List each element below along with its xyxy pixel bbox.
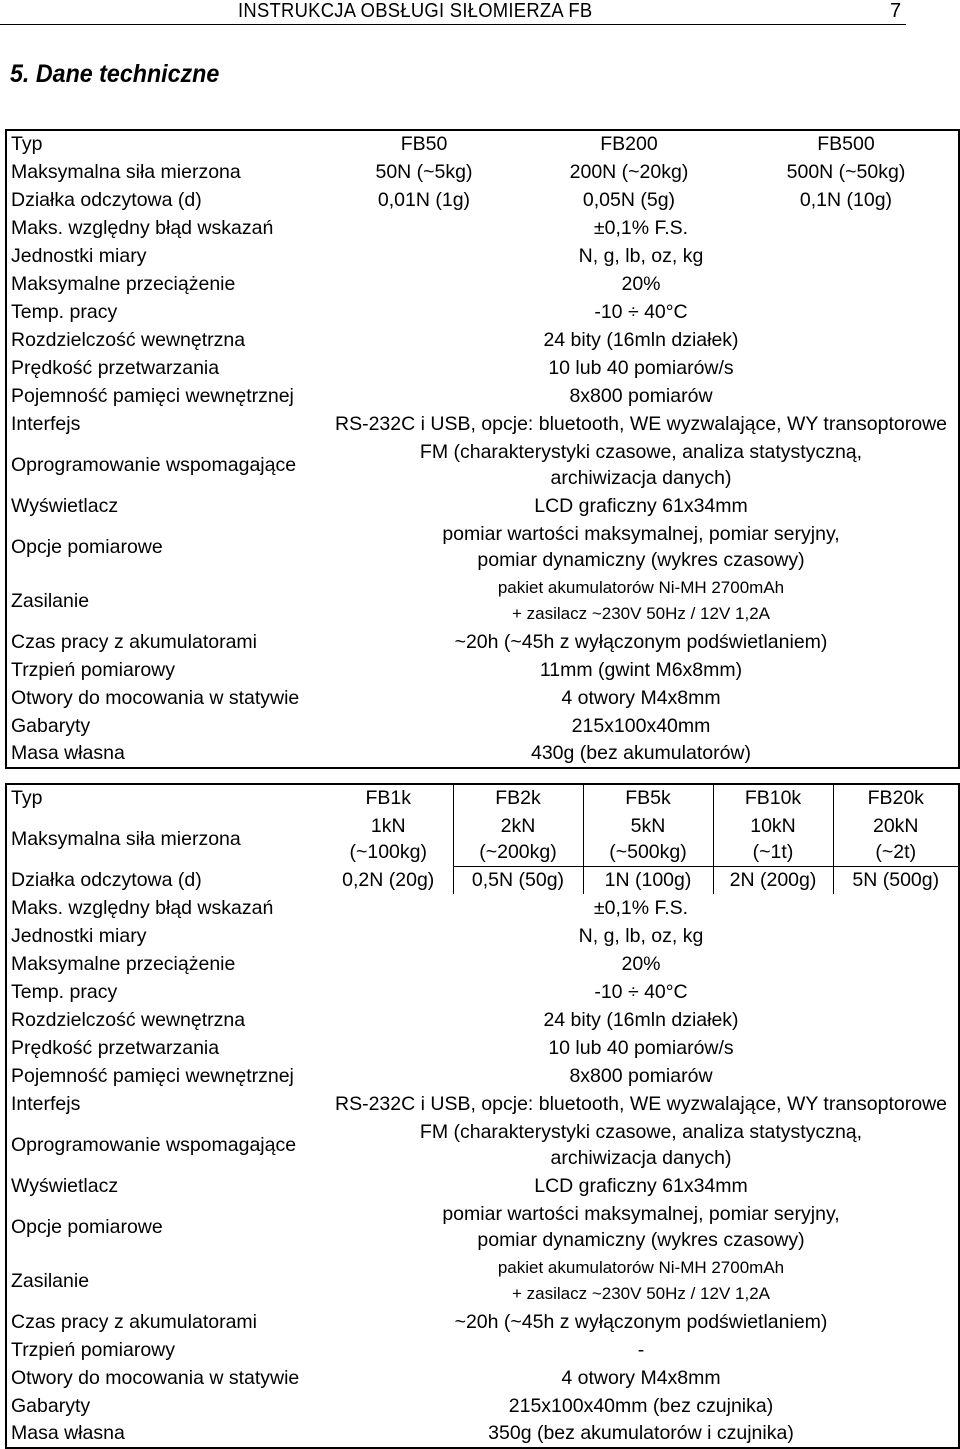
table-row xyxy=(6,354,959,382)
row-label: Zasilanie xyxy=(11,1269,90,1292)
cell-value: 0,01N (1g) xyxy=(377,188,471,211)
cell-value: 24 bity (16mln działek) xyxy=(543,328,739,351)
row-label: Oprogramowanie wspomagające xyxy=(11,1133,297,1156)
cell-value: 1N (100g) xyxy=(583,866,713,894)
page-number: 7 xyxy=(890,0,902,22)
spec-table-fb50-500 xyxy=(5,129,960,769)
row-label: Oprogramowanie wspomagające xyxy=(11,453,297,476)
value-line: pomiar wartości maksymalnej, pomiar seryjny, xyxy=(442,523,840,545)
cell-value: 0,1N (10g) xyxy=(799,188,893,211)
row-label: Maksymalna siła mierzona xyxy=(11,160,241,183)
row-label: Temp. pracy xyxy=(11,980,118,1003)
row-label: Masa własna xyxy=(11,1422,125,1444)
value-line: 10kN xyxy=(750,814,796,837)
value-line: pakiet akumulatorów Ni-MH 2700mAh xyxy=(497,578,785,597)
row-label: Opcje pomiarowe xyxy=(11,535,163,558)
table-row xyxy=(6,656,959,684)
cell-value: 10 lub 40 pomiarów/s xyxy=(548,1036,734,1059)
cell-value: 215x100x40mm (bez czujnika) xyxy=(508,1394,774,1417)
cell-value: LCD graficzny 61x34mm xyxy=(534,494,748,517)
cell-value: 11mm (gwint M6x8mm) xyxy=(539,658,743,681)
row-label: Masa własna xyxy=(11,742,125,764)
cell-value xyxy=(833,812,959,866)
row-label: Gabaryty xyxy=(11,1394,91,1417)
row-label: Działka odczytowa (d) xyxy=(11,188,202,211)
cell-value: 500N (~50kg) xyxy=(786,160,906,183)
cell-value: N, g, lb, oz, kg xyxy=(578,244,704,267)
row-label: Maksymalne przeciążenie xyxy=(11,952,236,975)
row-label: Rozdzielczość wewnętrzna xyxy=(11,1008,246,1031)
row-label: Jednostki miary xyxy=(11,244,147,267)
cell-value xyxy=(583,812,713,866)
cell-value: 350g (bez akumulatorów i czujnika) xyxy=(488,1422,794,1444)
row-label: Trzpień pomiarowy xyxy=(11,1338,175,1361)
value-line: 2kN xyxy=(500,814,536,837)
spec-table-fb1k-20k xyxy=(5,783,960,1449)
value-line: (~500kg) xyxy=(609,840,687,863)
table-row xyxy=(6,1006,959,1034)
row-label: Trzpień pomiarowy xyxy=(11,658,175,681)
value-line: + zasilacz ~230V 50Hz / 12V 1,2A xyxy=(512,1284,770,1303)
row-label: Typ xyxy=(11,133,43,155)
row-label: Działka odczytowa (d) xyxy=(11,868,202,891)
row-label: Pojemność pamięci wewnętrznej xyxy=(11,1064,294,1087)
cell-value: -10 ÷ 40°C xyxy=(594,980,688,1003)
cell-value: - xyxy=(637,1338,645,1361)
row-label: Typ xyxy=(11,787,43,809)
table-row xyxy=(6,950,959,978)
header-title: INSTRUKCJA OBSŁUGI SIŁOMIERZA FB xyxy=(238,0,593,22)
row-label: Czas pracy z akumulatorami xyxy=(11,1310,257,1333)
table-row xyxy=(6,298,959,326)
table-row xyxy=(6,214,959,242)
table-row xyxy=(6,130,959,158)
table-row xyxy=(6,1420,959,1448)
row-label: Prędkość przetwarzania xyxy=(11,356,220,379)
value-line: 5kN xyxy=(630,814,666,837)
cell-value: RS-232C i USB, opcje: bluetooth, WE wyzwalające, WY transoptorowe xyxy=(335,1092,947,1115)
model-name: FB500 xyxy=(817,133,875,155)
cell-value: 430g (bez akumulatorów) xyxy=(530,742,752,764)
cell-value: ~20h (~45h z wyłączonym podświetlaniem) xyxy=(454,1310,828,1333)
row-label: Temp. pracy xyxy=(11,300,118,323)
table-row xyxy=(6,922,959,950)
table-row xyxy=(6,410,959,438)
row-label: Maks. względny błąd wskazań xyxy=(11,216,274,239)
value-line: (~100kg) xyxy=(349,841,427,863)
table-row xyxy=(6,712,959,740)
cell-value xyxy=(324,438,959,492)
table-row xyxy=(6,158,959,186)
table-row xyxy=(6,1172,959,1200)
cell-value: 20% xyxy=(621,272,661,295)
table-row xyxy=(6,684,959,712)
value-line: 1kN xyxy=(370,815,406,837)
value-line: 20kN xyxy=(872,814,919,837)
table-row xyxy=(6,520,959,574)
cell-value: -10 ÷ 40°C xyxy=(594,300,688,323)
cell-value: 50N (~5kg) xyxy=(375,160,473,183)
table-row xyxy=(6,270,959,298)
table-row xyxy=(6,1062,959,1090)
value-line: archiwizacja danych) xyxy=(550,467,732,489)
cell-value: ±0,1% F.S. xyxy=(593,216,689,239)
row-label: Wyświetlacz xyxy=(11,1174,119,1197)
table-row xyxy=(6,894,959,922)
cell-value: 24 bity (16mln działek) xyxy=(543,1008,739,1031)
value-line: FM (charakterystyki czasowe, analiza statystyczną, xyxy=(419,441,863,463)
value-line: pakiet akumulatorów Ni-MH 2700mAh xyxy=(497,1258,785,1277)
cell-value: 10 lub 40 pomiarów/s xyxy=(548,356,734,379)
row-label: Czas pracy z akumulatorami xyxy=(11,630,257,653)
row-label: Jednostki miary xyxy=(11,924,147,947)
cell-value xyxy=(453,812,583,866)
table-row xyxy=(6,186,959,214)
value-line: (~200kg) xyxy=(479,840,557,863)
row-label: Zasilanie xyxy=(11,589,90,612)
cell-value: 4 otwory M4x8mm xyxy=(561,686,721,709)
table-row xyxy=(6,1254,959,1308)
model-name: FB50 xyxy=(400,133,448,155)
cell-value: 20% xyxy=(621,952,661,975)
cell-value: LCD graficzny 61x34mm xyxy=(534,1174,748,1197)
table-row xyxy=(6,1200,959,1254)
cell-value xyxy=(324,1200,959,1254)
cell-value: 4 otwory M4x8mm xyxy=(561,1366,721,1389)
value-line: (~1t) xyxy=(752,840,794,863)
cell-value: ~20h (~45h z wyłączonym podświetlaniem) xyxy=(454,630,828,653)
value-line: pomiar wartości maksymalnej, pomiar seryjny, xyxy=(442,1203,840,1225)
row-label: Otwory do mocowania w statywie xyxy=(11,1366,300,1389)
row-label: Wyświetlacz xyxy=(11,494,119,517)
cell-value: 0,5N (50g) xyxy=(453,866,583,894)
model-name: FB20k xyxy=(833,784,959,812)
cell-value xyxy=(713,812,833,866)
value-line: (~2t) xyxy=(875,840,917,863)
table-row xyxy=(6,1118,959,1172)
table-row xyxy=(6,1336,959,1364)
model-name: FB10k xyxy=(713,784,833,812)
table-row xyxy=(6,1308,959,1336)
row-label: Maks. względny błąd wskazań xyxy=(11,896,274,919)
row-label: Otwory do mocowania w statywie xyxy=(11,686,300,709)
row-label: Interfejs xyxy=(11,412,81,435)
cell-value: 5N (500g) xyxy=(833,866,959,894)
model-name: FB200 xyxy=(600,133,658,155)
cell-value xyxy=(324,812,453,866)
row-label: Rozdzielczość wewnętrzna xyxy=(11,328,246,351)
row-label: Interfejs xyxy=(11,1092,81,1115)
table-row xyxy=(6,866,959,894)
table-row xyxy=(6,1034,959,1062)
row-label: Opcje pomiarowe xyxy=(11,1215,163,1238)
table-row xyxy=(6,740,959,768)
value-line: + zasilacz ~230V 50Hz / 12V 1,2A xyxy=(512,604,770,623)
section-title: 5. Dane techniczne xyxy=(10,60,220,88)
table-row xyxy=(6,382,959,410)
cell-value xyxy=(324,520,959,574)
value-line: FM (charakterystyki czasowe, analiza statystyczną, xyxy=(419,1121,863,1143)
table-row xyxy=(6,784,959,812)
table-row xyxy=(6,242,959,270)
cell-value: 0,2N (20g) xyxy=(342,868,435,891)
table-row xyxy=(6,812,959,866)
row-label: Pojemność pamięci wewnętrznej xyxy=(11,384,294,407)
table-row xyxy=(6,574,959,628)
cell-value: 215x100x40mm xyxy=(571,714,711,737)
table-row xyxy=(6,1090,959,1118)
table-row xyxy=(6,326,959,354)
value-line: pomiar dynamiczny (wykres czasowy) xyxy=(477,1229,805,1251)
model-name: FB5k xyxy=(583,784,713,812)
row-label: Maksymalne przeciążenie xyxy=(11,272,236,295)
value-line: pomiar dynamiczny (wykres czasowy) xyxy=(477,549,805,571)
table-row xyxy=(6,978,959,1006)
row-label: Gabaryty xyxy=(11,714,91,737)
table-row xyxy=(6,1364,959,1392)
model-name: FB1k xyxy=(365,787,411,809)
table-row xyxy=(6,1392,959,1420)
cell-value: N, g, lb, oz, kg xyxy=(578,924,704,947)
cell-value: 8x800 pomiarów xyxy=(569,1064,713,1087)
row-label: Maksymalna siła mierzona xyxy=(11,827,241,850)
cell-value xyxy=(324,1118,959,1172)
row-label: Prędkość przetwarzania xyxy=(11,1036,220,1059)
cell-value xyxy=(324,1254,959,1308)
page-header xyxy=(0,0,906,25)
cell-value: RS-232C i USB, opcje: bluetooth, WE wyzwalające, WY transoptorowe xyxy=(335,412,947,435)
table-row xyxy=(6,628,959,656)
table-row xyxy=(6,438,959,492)
value-line: archiwizacja danych) xyxy=(550,1147,732,1169)
model-name: FB2k xyxy=(453,784,583,812)
cell-value xyxy=(324,574,959,628)
cell-value: 200N (~20kg) xyxy=(569,160,689,183)
cell-value: 8x800 pomiarów xyxy=(569,384,713,407)
cell-value: 0,05N (5g) xyxy=(582,188,676,211)
table-row xyxy=(6,492,959,520)
cell-value: ±0,1% F.S. xyxy=(593,896,689,919)
cell-value: 2N (200g) xyxy=(713,866,833,894)
